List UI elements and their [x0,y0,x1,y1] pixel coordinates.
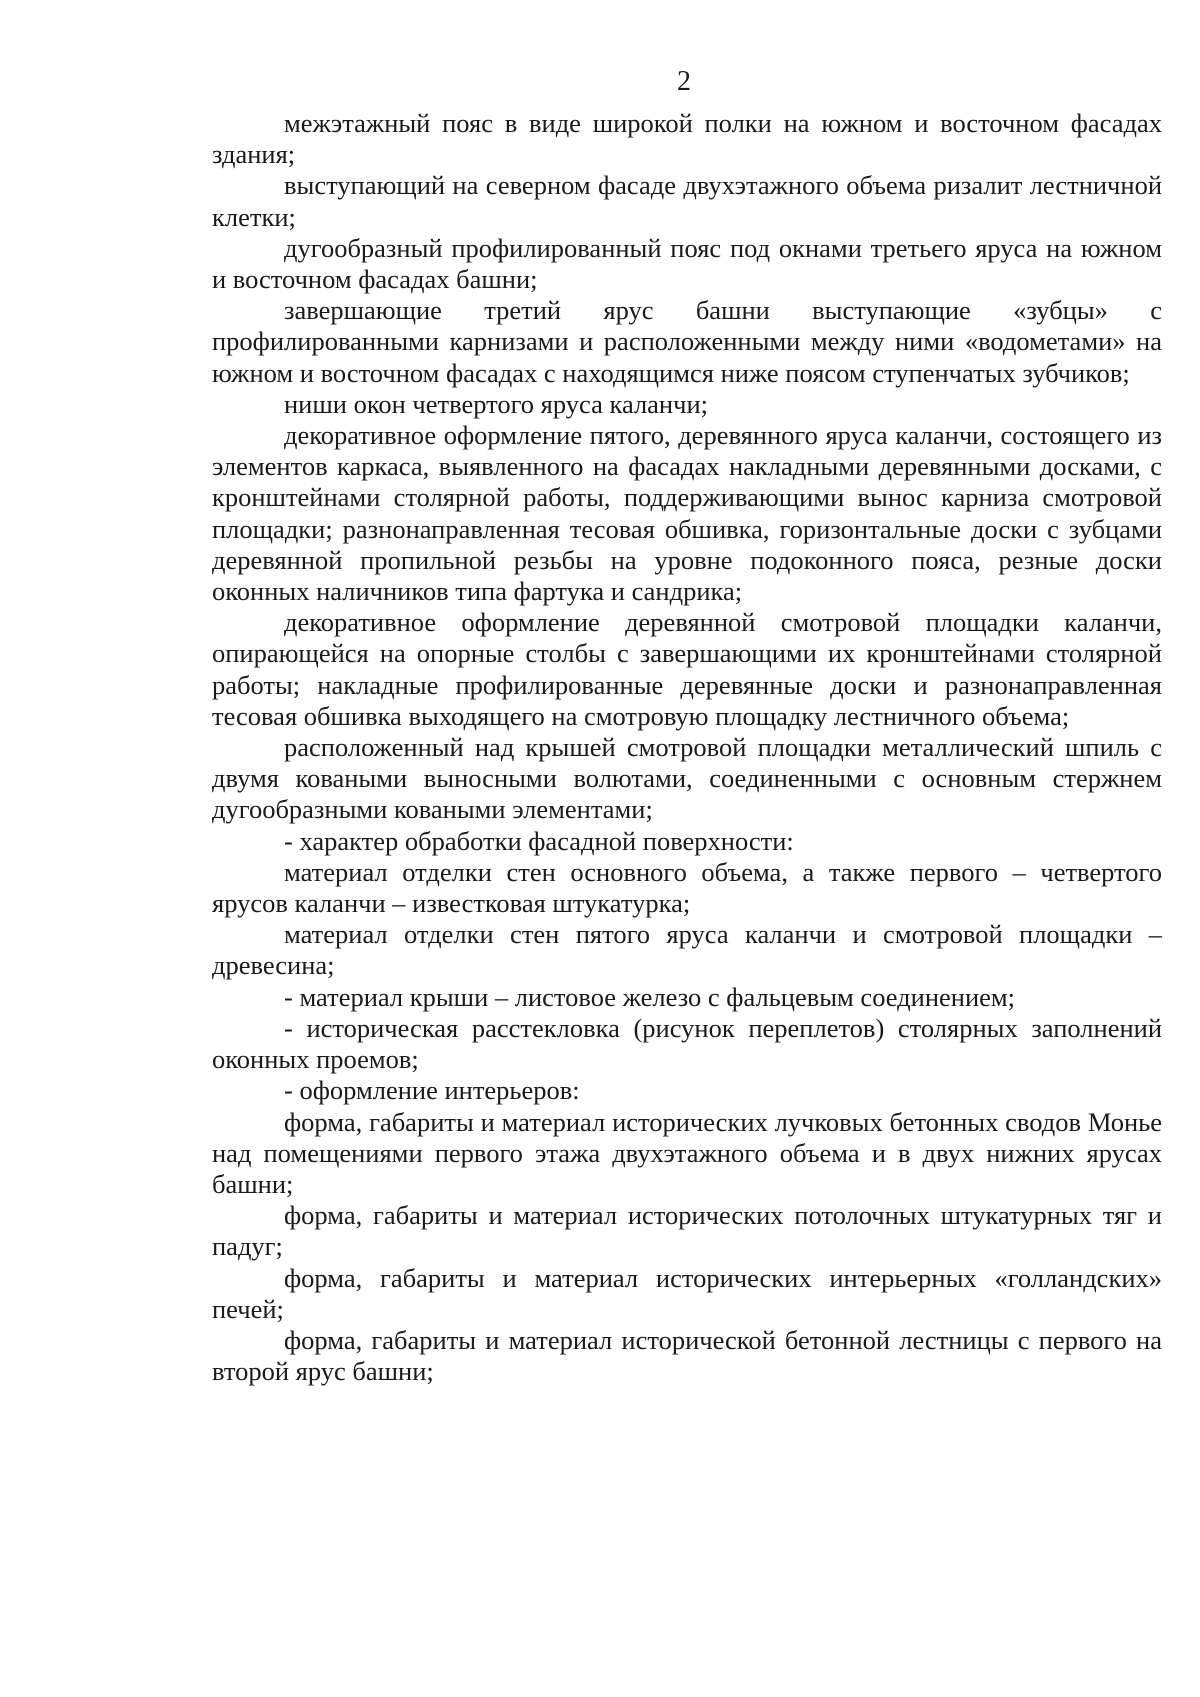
paragraph-window-glazing: - историческая расстекловка (рисунок переплетов) столярных заполнений оконных проемов; [212,1012,1162,1075]
paragraph-wood-finish: материал отделки стен пятого яруса каланчи и смотровой площадки – древесина; [212,919,1162,981]
paragraph-arched-belt: дугообразный профилированный пояс под окнами третьего яруса на южном и восточном фасадах башни; [212,232,1162,295]
paragraph-dutch-stoves: форма, габариты и материал исторических интерьерных «голландских» печей; [212,1262,1162,1324]
paragraph-tower-battlements: завершающие третий ярус башни выступающие «зубцы» с профилированными карнизами и расположенными между ними «водометами» на южном и восточном фасадах с находящимся ниже поясом ступенчатых зубчиков; [212,295,1162,388]
paragraph-plaster-finish: материал отделки стен основного объема, а также первого – четвертого ярусов каланчи – известковая штукатурка; [212,856,1162,919]
paragraph-facade-finish-heading: - характер обработки фасадной поверхности: [284,825,794,856]
paragraph-interiors-heading: - оформление интерьеров: [284,1075,580,1106]
paragraph-wooden-tier-decor: декоративное оформление пятого, деревянного яруса каланчи, состоящего из элементов каркаса, выявленного на фасадах накладными деревянными досками, с кронштейнами столярной работы, поддерживающими вынос карниза смотровой площадки; разнонаправленная тесовая обшивка, горизонтальные доски с зубцами деревянной пропильной резьбы на уровне подоконного пояса, резные доски оконных наличников типа фартука и сандрика; [212,420,1162,607]
paragraph-window-niches: ниши окон четвертого яруса каланчи; [284,388,708,419]
paragraph-stair-risalit: выступающий на северном фасаде двухэтажного объема ризалит лестничной клетки; [212,170,1162,232]
page-number: 2 [677,66,691,97]
paragraph-metal-spire: расположенный над крышей смотровой площадки металлический шпиль с двумя коваными выносными волютами, соединенными с основным стержнем дугообразными коваными элементами; [212,732,1162,825]
paragraph-observation-deck-decor: декоративное оформление деревянной смотровой площадки каланчи, опирающейся на опорные столбы с завершающими их кронштейнами столярной работы; накладные профилированные деревянные доски и разнонаправленная тесовая обшивка выходящего на смотровую площадку лестничного объема; [212,607,1162,731]
paragraph-roof-material: - материал крыши – листовое железо с фальцевым соединением; [284,981,1016,1012]
paragraph-interfloor-belt: межэтажный пояс в виде широкой полки на южном и восточном фасадах здания; [212,108,1162,170]
document-body [212,108,1162,1387]
paragraph-monier-vaults: форма, габариты и материал исторических лучковых бетонных сводов Монье над помещениями первого этажа двухэтажного объема и в двух нижних ярусах башни; [212,1106,1162,1199]
paragraph-ceiling-moldings: форма, габариты и материал исторических потолочных штукатурных тяг и падуг; [212,1200,1162,1262]
paragraph-concrete-stair: форма, габариты и материал исторической бетонной лестницы с первого на второй ярус башни; [212,1324,1162,1387]
